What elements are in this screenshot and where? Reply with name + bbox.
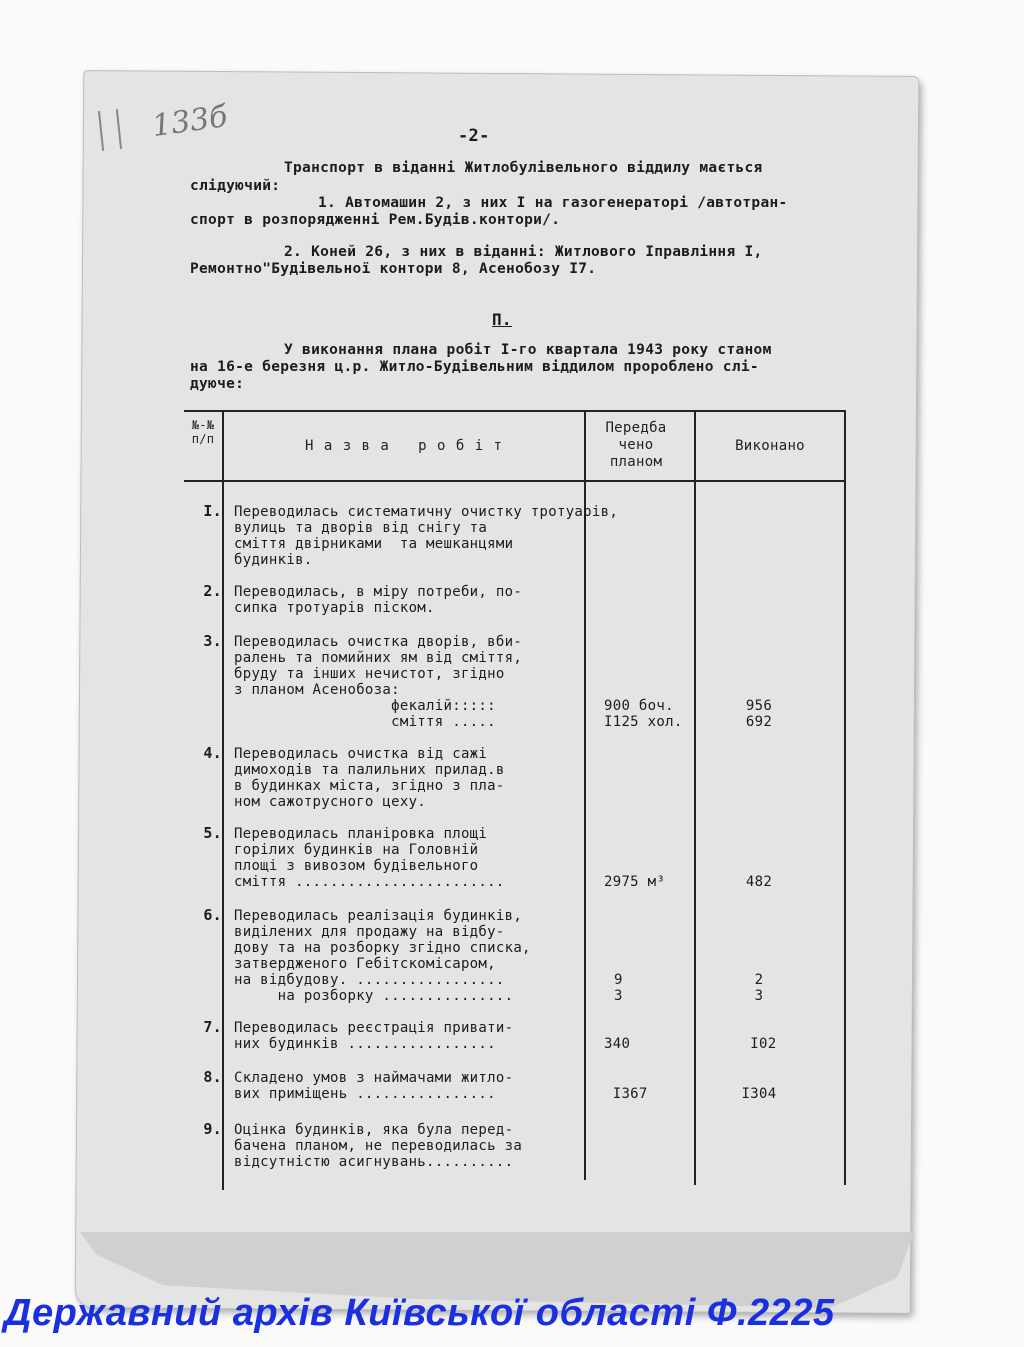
- row-description: Переводилась очистка дворів, вби- ралень та помийних ям від сміття, бруду та інших нечистот, згідно з планом Асенобоза: фекалій::::: сміття .....: [234, 634, 523, 730]
- intro-line: слідуючий:: [190, 178, 281, 194]
- header-name: Н а з в а р о б і т: [304, 438, 503, 454]
- intro-line: 2. Коней 26, з них в віданні: Житлового Іправління І,: [284, 244, 763, 260]
- handwritten-archive-number: 133б: [149, 98, 230, 145]
- row-done: 956 692: [745, 698, 773, 730]
- row-description: Переводилась, в міру потреби, по- сипка тротуарів піском.: [234, 584, 523, 616]
- intro-line: Транспорт в віданні Житлобулівельного віддилу мається: [284, 160, 763, 176]
- row-planned: І367: [612, 1086, 648, 1102]
- row-description: Складено умов з наймачами житло- вих приміщень ................: [234, 1070, 514, 1102]
- table-border-top: [184, 410, 846, 412]
- row-number: 8.: [203, 1068, 222, 1086]
- table-col-divider: [222, 410, 224, 1190]
- row-done: І02: [750, 1036, 777, 1052]
- row-done: 482: [745, 874, 773, 890]
- section-line: У виконання плана робіт І-го квартала 1943 року станом: [284, 342, 772, 358]
- row-description: Переводилась реєстрація привати- них будинків .................: [234, 1020, 514, 1052]
- table-border-right: [844, 410, 846, 1185]
- row-done: І304: [741, 1086, 777, 1102]
- row-description: Переводилась очистка від сажі димоходів та палильних прилад.в в будинках міста, згідно з пла- ном сажотрусного цеху.: [234, 746, 505, 810]
- section-heading: П.: [492, 310, 512, 329]
- header-planned: Передба чено планом: [605, 420, 667, 470]
- page-number: -2-: [458, 126, 490, 146]
- intro-line: спорт в розпорядженні Рем.Будів.контори/.: [190, 212, 561, 228]
- row-planned: 340: [604, 1036, 631, 1052]
- row-number: 6.: [203, 906, 222, 924]
- header-done: Виконано: [735, 438, 805, 454]
- row-number: 4.: [203, 744, 222, 762]
- section-line: на 16-е березня ц.р. Житло-Будівельним віддилом пророблено слі-: [190, 359, 759, 375]
- row-description: Переводилась систематичну очистку тротуарів, вулиць та дворів від снігу та сміття двірниками та мешканцями будинків.: [234, 504, 619, 568]
- row-number: 5.: [203, 824, 222, 842]
- header-num: №-№ п/п: [191, 418, 215, 446]
- intro-line: 1. Автомашин 2, з них І на газогенераторі /автотран-: [318, 195, 788, 211]
- section-line: дуюче:: [190, 376, 245, 392]
- row-planned: 2975 м³: [604, 874, 666, 890]
- table-header-divider: [184, 480, 846, 482]
- handwritten-mark: [98, 109, 122, 151]
- row-number: І.: [203, 502, 222, 520]
- row-number: 2.: [203, 582, 222, 600]
- row-number: 3.: [203, 632, 222, 650]
- archive-watermark: Державний архів Київської області Ф.2225: [4, 1292, 835, 1334]
- row-planned: 900 боч. І125 хол.: [604, 698, 683, 730]
- row-number: 9.: [203, 1120, 222, 1138]
- works-table: [184, 410, 846, 1190]
- row-planned: 9 3: [614, 972, 623, 1004]
- row-done: 2 3: [754, 972, 764, 1004]
- row-description: Переводилась реалізація будинків, виділених для продажу на відбу- дову та на розборку згідно списка, затвердженого Гебітскомісаром, на відбудову. ................. на розборку ...............: [234, 908, 531, 1004]
- row-description: Переводилась планіровка площі горілих будинків на Головній площі з вивозом будівельного сміття ........................: [234, 826, 505, 890]
- intro-line: Ремонтно"Будівельної контори 8, Асенобозу І7.: [190, 261, 597, 277]
- row-description: Оцінка будинків, яка була перед- бачена планом, не переводилась за відсутністю асигнувань..........: [234, 1122, 523, 1170]
- row-number: 7.: [203, 1018, 222, 1036]
